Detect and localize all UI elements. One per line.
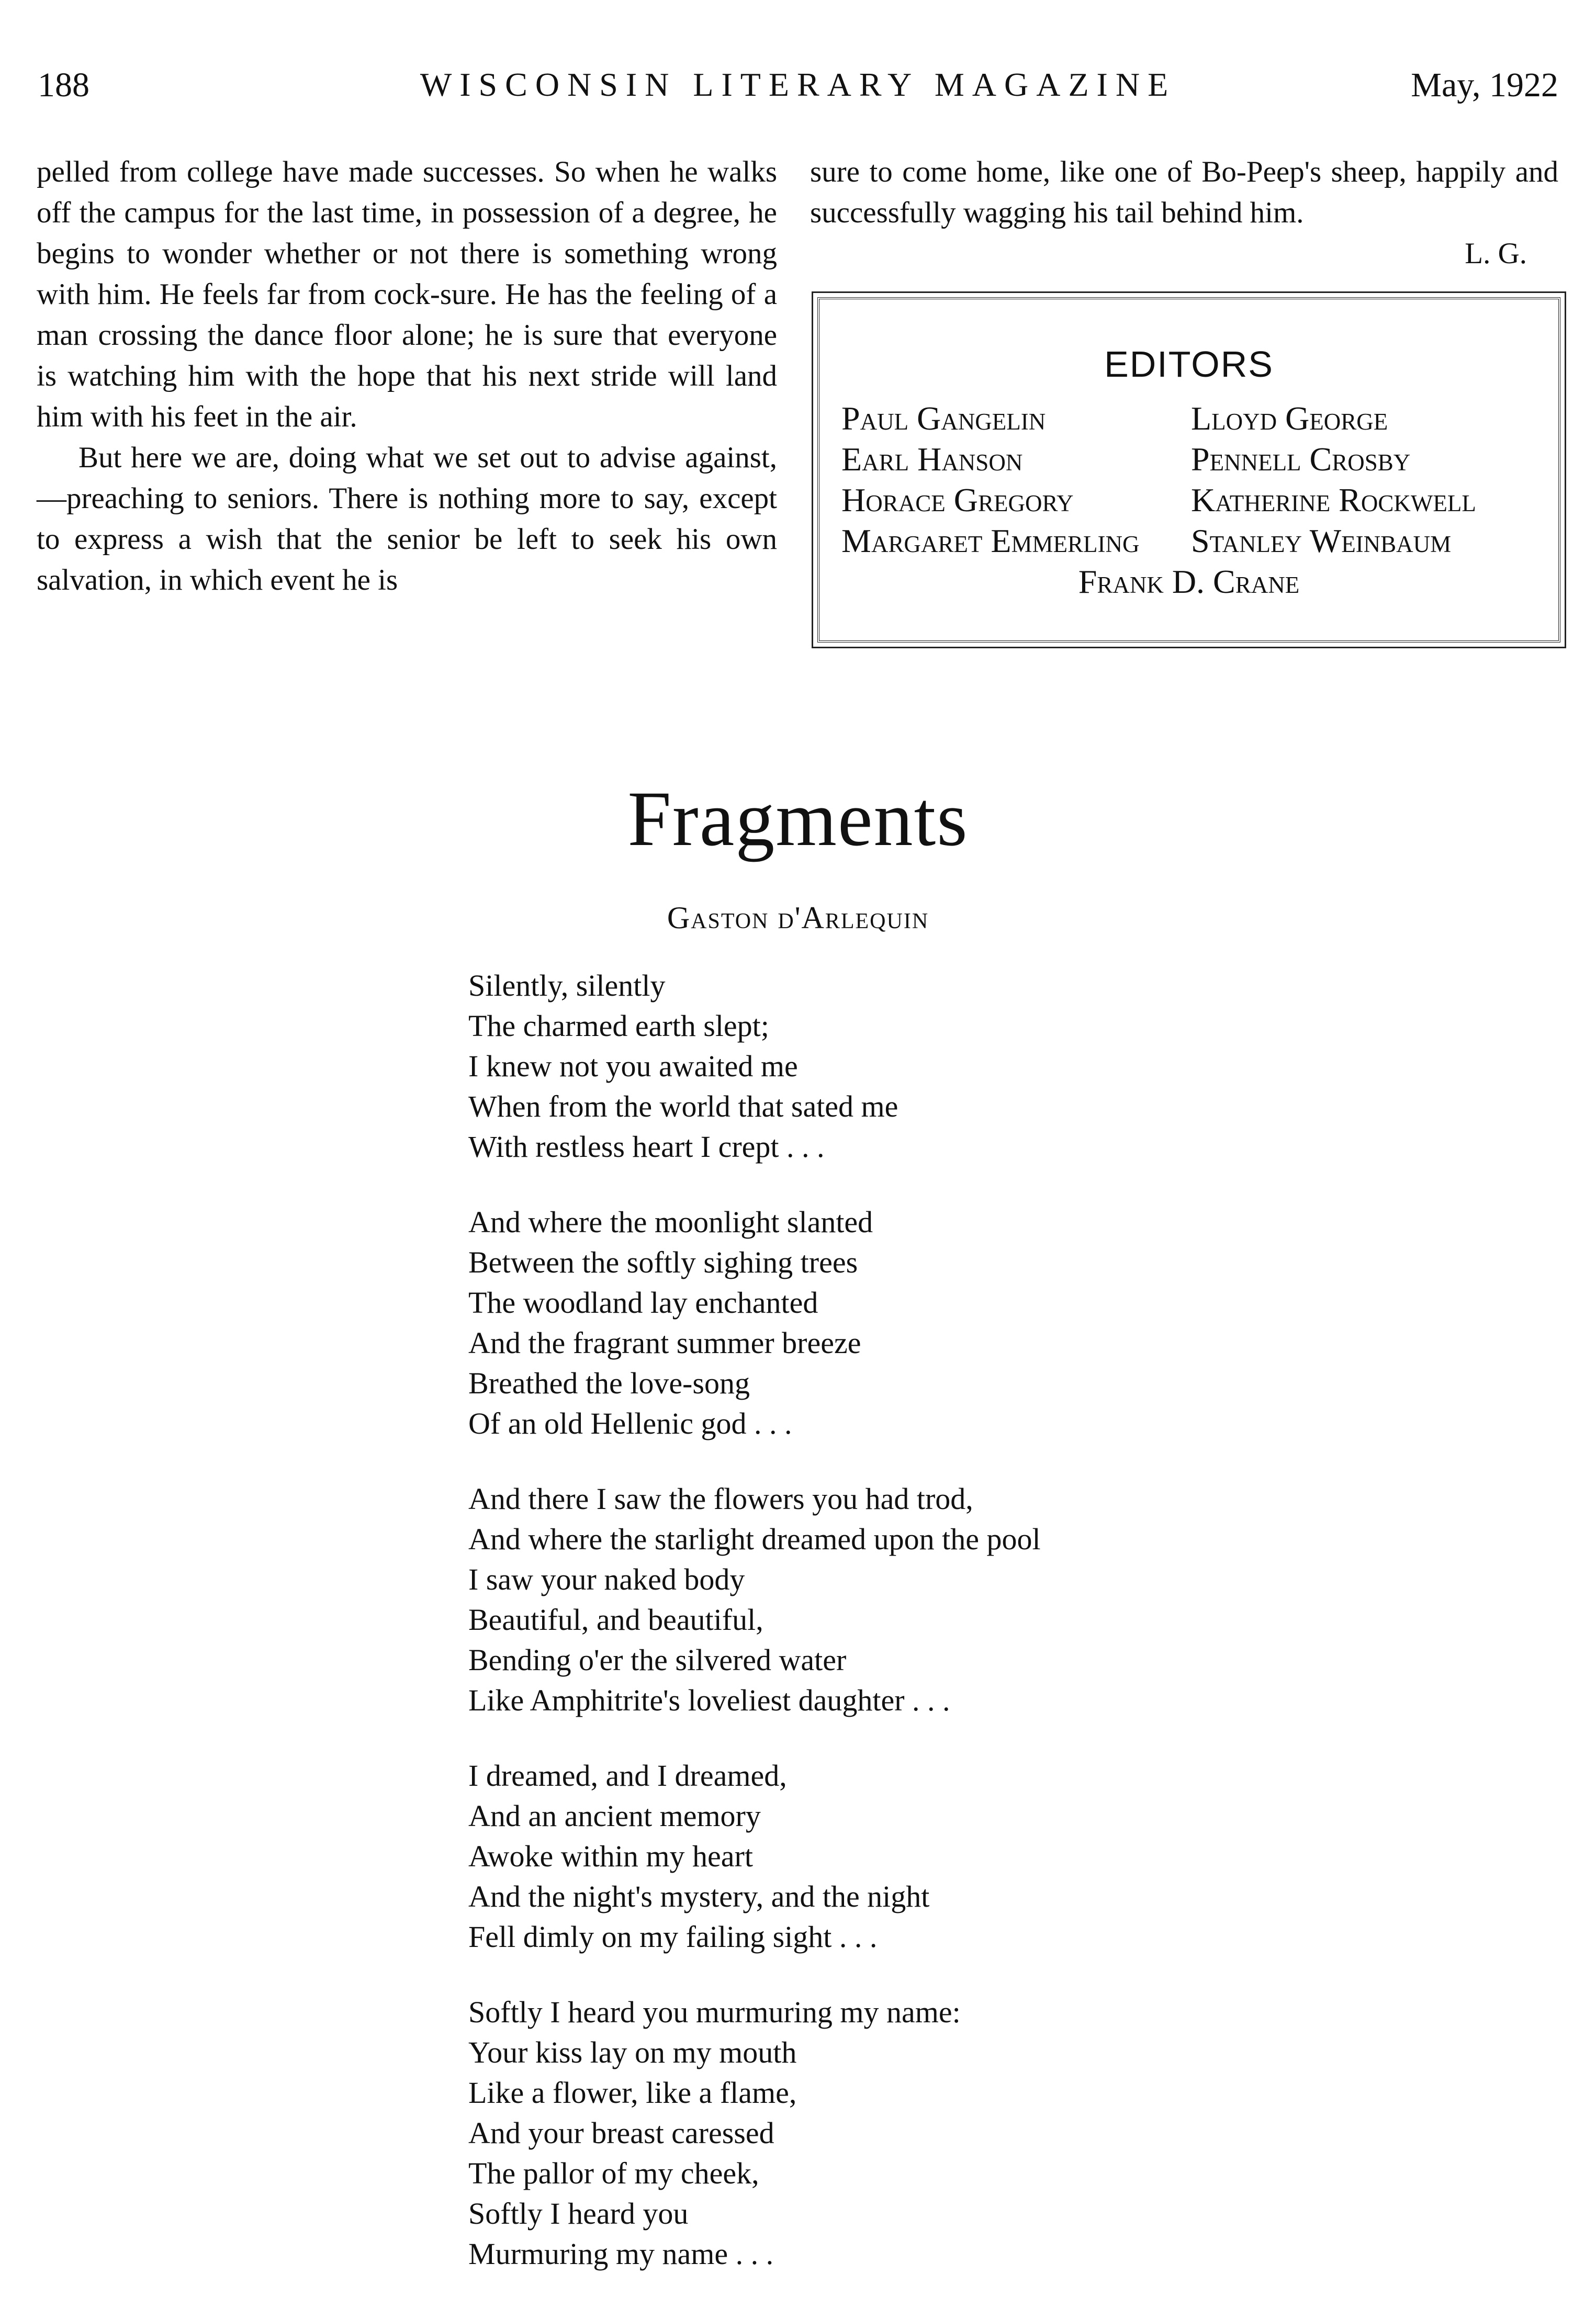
poem-line: And where the moonlight slanted (468, 1205, 873, 1239)
poem-line: The charmed earth slept; (468, 1009, 769, 1043)
poem-title: Fragments (627, 775, 969, 862)
poem-line: Softly I heard you murmuring my name: (468, 1995, 961, 2029)
poem-line: Like a flower, like a flame, (468, 2076, 797, 2110)
magazine-title: WISCONSIN LITERARY MAGAZINE (420, 66, 1176, 103)
poem-line: I saw your naked body (468, 1562, 745, 1596)
stanza (468, 1479, 1041, 1720)
editor-name: Earl Hanson (841, 441, 1023, 478)
poem-line: Murmuring my name . . . (468, 2237, 774, 2271)
poem-line: Your kiss lay on my mouth (468, 2035, 797, 2069)
stanza (468, 965, 1041, 1167)
left-column (37, 152, 777, 601)
stanza (468, 1755, 1041, 1957)
poem-line: And where the starlight dreamed upon the pool (468, 1522, 1041, 1556)
poem-author: Gaston d'Arlequin (667, 900, 929, 935)
right-column (810, 152, 1558, 274)
poem-line: Softly I heard you (468, 2197, 689, 2231)
editor-name: Frank D. Crane (1078, 563, 1300, 600)
poem-line: When from the world that sated me (468, 1089, 898, 1123)
right-paragraph: sure to come home, like one of Bo-Peep's sheep, happily and successfully wagging his tail behind him. (810, 155, 1558, 229)
poem-line: Breathed the love-song (468, 1366, 750, 1400)
stanza (468, 1992, 1041, 2274)
issue-date: May, 1922 (1411, 66, 1558, 104)
poem-line: And there I saw the flowers you had trod, (468, 1482, 973, 1516)
poem-line: Beautiful, and beautiful, (468, 1603, 763, 1637)
poem-line: Like Amphitrite's loveliest daughter . . . (468, 1683, 950, 1717)
poem-line: And the fragrant summer breeze (468, 1326, 861, 1360)
poem-line: Between the softly sighing trees (468, 1245, 858, 1279)
poem-line: Awoke within my heart (468, 1839, 753, 1873)
page-number: 188 (38, 66, 89, 104)
editors-heading: EDITORS (1104, 344, 1274, 385)
poem-line: And your breast caressed (468, 2116, 774, 2150)
editor-name: Katherine Rockwell (1191, 481, 1476, 519)
editor-name: Horace Gregory (841, 481, 1074, 519)
poem-line: With restless heart I crept . . . (468, 1130, 825, 1164)
editor-name: Pennell Crosby (1191, 441, 1411, 478)
editors-box (817, 297, 1560, 643)
editor-name: Lloyd George (1191, 400, 1388, 437)
poem-line: I dreamed, and I dreamed, (468, 1759, 787, 1793)
poem-line: And an ancient memory (468, 1799, 761, 1833)
left-paragraph-2: But here we are, doing what we set out to advise against,—preaching to seniors. There is nothing more to say, except to express a wish that the senior be left to seek his own salvation, in which event he is (37, 441, 777, 596)
stanza (468, 1202, 1041, 1444)
editor-name: Paul Gangelin (841, 400, 1046, 437)
editor-name: Stanley Weinbaum (1191, 522, 1452, 559)
poem-line: The pallor of my cheek, (468, 2156, 759, 2190)
poem-body (468, 965, 1041, 2309)
poem-line: The woodland lay enchanted (468, 1286, 818, 1320)
editor-name: Margaret Emmerling (841, 522, 1140, 559)
poem-line: I knew not you awaited me (468, 1049, 798, 1083)
poem-line: Of an old Hellenic god . . . (468, 1406, 792, 1440)
poem-line: Fell dimly on my failing sight . . . (468, 1920, 878, 1954)
left-paragraph-1: pelled from college have made successes. So when he walks off the campus for the last time, in possession of a degree, he begins to wonder whether or not there is something wrong with him. He feels far from cock-sure. He has the feeling of a man crossing the dance floor alone; he is sure that everyone is watching him with the hope that his next stride will land him with his feet in the air. (37, 155, 777, 433)
poem-line: And the night's mystery, and the night (468, 1879, 930, 1913)
poem-line: Bending o'er the silvered water (468, 1643, 847, 1677)
author-initials: L. G. (1465, 237, 1527, 270)
poem-line: Silently, silently (468, 968, 666, 1003)
